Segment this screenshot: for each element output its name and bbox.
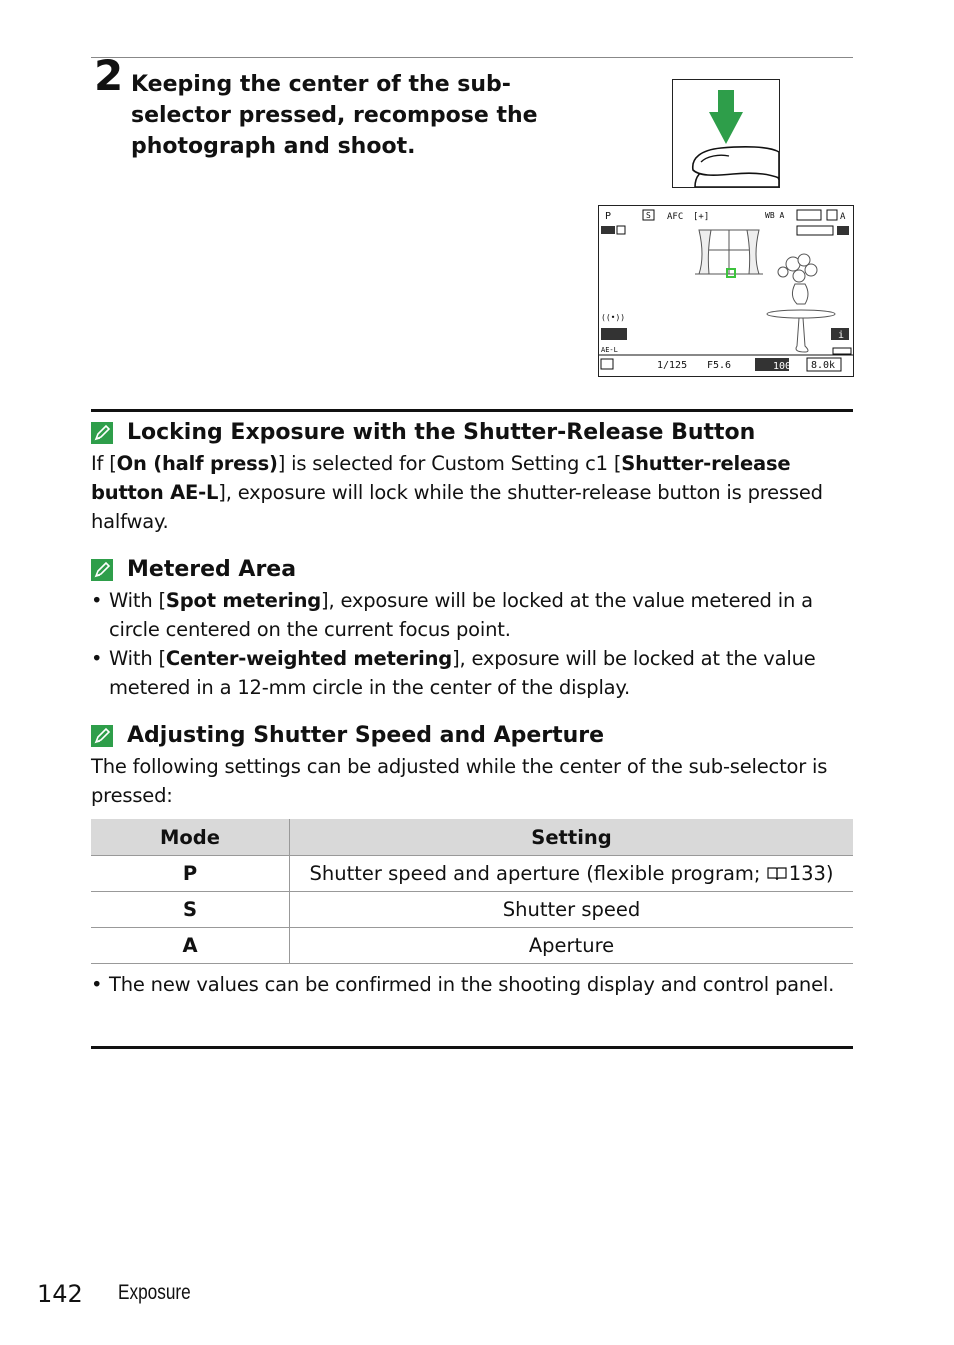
book-reference-icon — [767, 866, 787, 881]
table-row — [91, 856, 853, 892]
svg-text:[+]: [+] — [693, 212, 710, 222]
aperture-readout: F5.6 — [707, 360, 732, 371]
step-number: 2 — [94, 51, 124, 100]
mode-cell: P — [91, 856, 290, 892]
pencil-icon — [91, 725, 113, 747]
mode-cell: A — [91, 928, 290, 964]
shots-remaining: 8.0k — [811, 360, 836, 371]
viewfinder-screen — [599, 206, 853, 376]
setting-cell: Shutter speed — [290, 892, 854, 928]
finger-press-icon — [673, 80, 779, 187]
table-row — [91, 928, 853, 964]
mode-indicator: P — [605, 211, 612, 222]
column-header-setting: Setting — [290, 819, 854, 856]
shooting-display-illustration — [598, 205, 854, 377]
list-item: • With [Spot metering], exposure will be locked at the value metered in a circle centered on the current focus point. — [91, 589, 813, 641]
svg-text:i: i — [838, 330, 845, 341]
sub-selector-press-illustration — [672, 79, 780, 188]
svg-text:WB A: WB A — [765, 211, 785, 220]
section-heading-locking: Locking Exposure with the Shutter-Release Button — [91, 418, 755, 448]
setting-cell: Shutter speed and aperture (flexible program; 133) — [290, 856, 854, 892]
step-instruction: Keeping the center of the sub-selector pressed, recompose the photograph and shoot. — [131, 72, 538, 159]
svg-text:AFC: AFC — [667, 212, 684, 222]
page-section-name: Exposure — [118, 1281, 191, 1304]
table-header-row — [91, 819, 853, 856]
section-divider — [91, 409, 853, 412]
pencil-icon — [91, 422, 113, 444]
pencil-icon — [91, 559, 113, 581]
column-header-mode: Mode — [91, 819, 290, 856]
mode-cell: S — [91, 892, 290, 928]
svg-text:((•)): ((•)) — [601, 313, 626, 322]
svg-text:A: A — [840, 212, 846, 222]
svg-text:S: S — [646, 211, 651, 220]
section-heading-metered-area: Metered Area — [91, 555, 296, 585]
mode-settings-table — [91, 819, 853, 964]
page-number: 142 — [37, 1280, 83, 1308]
section-heading-adjusting: Adjusting Shutter Speed and Aperture — [91, 721, 604, 751]
table-row — [91, 892, 853, 928]
shutter-speed-readout: 1/125 — [657, 360, 688, 371]
section-end-divider — [91, 1046, 853, 1049]
list-item: • The new values can be confirmed in the shooting display and control panel. — [91, 973, 835, 996]
top-divider — [91, 57, 853, 58]
list-item: • With [Center-weighted metering], exposure will be locked at the value metered in a 12-mm circle in the center of the display. — [91, 647, 816, 699]
setting-cell: Aperture — [290, 928, 854, 964]
svg-text:AE-L: AE-L — [601, 346, 618, 354]
adjusting-intro: The following settings can be adjusted while the center of the sub-selector is pressed: — [91, 755, 828, 807]
locking-paragraph: If [On (half press)] is selected for Custom Setting c1 [Shutter-release button AE-L], exposure will lock while the shutter-release button is pressed halfway. — [91, 452, 823, 533]
iso-readout: 100 — [773, 361, 792, 372]
